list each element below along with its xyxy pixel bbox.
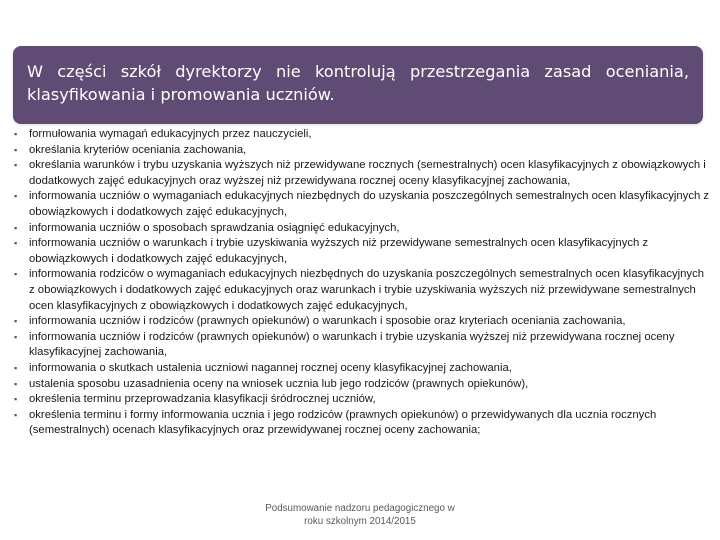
list-item-text: informowania uczniów o sposobach sprawdzania osiągnięć edukacyjnych, (29, 221, 400, 234)
list-item-text: ustalenia sposobu uzasadnienia oceny na wniosek ucznia lub jego rodziców (prawnych opiekunów), (29, 377, 529, 390)
list-item (14, 361, 710, 377)
slide-title: W części szkół dyrektorzy nie kontrolują przestrzegania zasad oceniania, klasyfikowania i promowania uczniów. (27, 62, 689, 104)
list-item-text: informowania uczniów i rodziców (prawnych opiekunów) o warunkach i trybie uzyskania wyższej niż przewidywana rocznej oceny klasyfikacyjnej zachowania, (29, 330, 675, 359)
list-item (14, 330, 710, 361)
title-box (13, 46, 703, 124)
bullet-icon: ▪ (14, 331, 18, 342)
footer (232, 502, 488, 528)
list-item-text: informowania o skutkach ustalenia uczniowi nagannej rocznej oceny klasyfikacyjnej zachowania, (29, 361, 512, 374)
list-item-text: formułowania wymagań edukacyjnych przez nauczycieli, (29, 128, 312, 140)
list-item-text: informowania rodziców o wymaganiach edukacyjnych niezbędnych do uzyskania poszczególnych semestralnych ocen klasyfikacyjnych z obowiązkowych i dodatkowych zajęć edukacyjnych oraz warunkach i trybie uzyskiwania wyższych niż przewidywane semestralnych ocen klasyfikacyjnych z obowiązkowych i dodatkowych zajęć edukacyjnych, (29, 268, 705, 312)
findings-list (14, 127, 710, 439)
bullet-icon: ▪ (14, 191, 18, 202)
list-item (14, 267, 710, 314)
list-item-text: określenia terminu i formy informowania ucznia i jego rodziców (prawnych opiekunów) o przewidywanych dla ucznia rocznych (semestralnych) ocenach klasyfikacyjnych oraz przewidywanej rocznej oceny zachowania; (29, 408, 657, 437)
bullet-icon: ▪ (14, 129, 18, 139)
bullet-icon: ▪ (14, 222, 18, 233)
bullet-icon: ▪ (14, 316, 18, 327)
bullet-icon: ▪ (14, 378, 18, 389)
list-item-text: określania kryteriów oceniania zachowania, (29, 143, 247, 156)
list-item-text: informowania uczniów o warunkach i trybie uzyskiwania wyższych niż przewidywane semestralnych ocen klasyfikacyjnych z obowiązkowych i dodatkowych zajęć edukacyjnych, (29, 237, 649, 265)
list-item (14, 392, 710, 408)
list-item (14, 127, 710, 143)
list-item (14, 143, 710, 159)
bullet-icon: ▪ (14, 409, 18, 420)
bullet-icon: ▪ (14, 362, 18, 373)
footer-line-2: roku szkolnym 2014/2015 (304, 516, 416, 527)
list-item (14, 236, 710, 267)
bullet-icon: ▪ (14, 394, 18, 405)
list-item-text: określania warunków i trybu uzyskania wyższych niż przewidywane rocznych (semestralnych) ocen klasyfikacyjnych z obowiązkowych i dodatkowych zajęć edukacyjnych oraz wyższej niż przewidywana rocznej oceny klasyfikacyjnej zachowania, (29, 159, 706, 187)
list-item (14, 221, 710, 237)
bullet-icon: ▪ (14, 160, 18, 171)
list-item (14, 408, 710, 439)
bullet-icon: ▪ (14, 269, 18, 280)
list-item (14, 314, 710, 330)
list-item-text: informowania uczniów o wymaganiach edukacyjnych niezbędnych do uzyskania poszczególnych semestralnych ocen klasyfikacyjnych z obowiązkowych i dodatkowych zajęć edukacyjnych, (29, 190, 710, 218)
list-item (14, 189, 710, 220)
list-item (14, 158, 710, 189)
bullet-icon: ▪ (14, 238, 18, 249)
bullet-icon: ▪ (14, 144, 18, 155)
list-item (14, 377, 710, 393)
footer-line-1: Podsumowanie nadzoru pedagogicznego w (265, 503, 455, 514)
list-item-text: określenia terminu przeprowadzania klasyfikacji śródrocznej uczniów, (29, 393, 376, 406)
list-item-text: informowania uczniów i rodziców (prawnych opiekunów) o warunkach i sposobie oraz kryteriach oceniania zachowania, (29, 315, 626, 328)
